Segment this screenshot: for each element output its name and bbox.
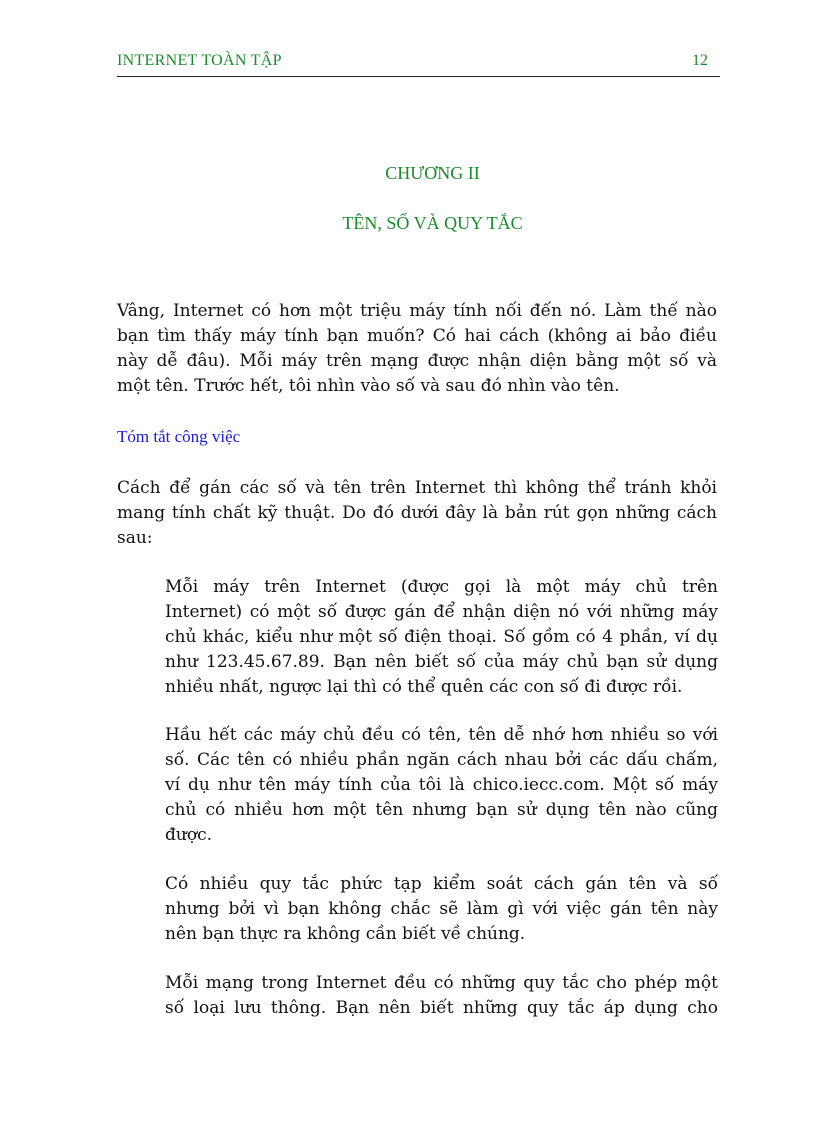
text-line: Mỗi máy trên Internet (được gọi là một máy chủ trên xyxy=(165,577,718,597)
point-paragraph-4 xyxy=(165,971,718,1021)
summary-paragraph xyxy=(117,476,717,551)
page-header xyxy=(117,52,720,77)
text-line: nên bạn thực ra không cần biết về chúng. xyxy=(165,924,526,944)
text-line: chủ khác, kiểu như một số điện thoại. Số gồm có 4 phần, ví dụ xyxy=(165,627,718,647)
point-paragraph-3 xyxy=(165,872,718,947)
text-line: nhiều nhất, ngược lại thì có thể quên các con số đi được rồi. xyxy=(165,677,683,697)
text-line: Hầu hết các máy chủ đều có tên, tên dễ nhớ hơn nhiều so với xyxy=(165,725,718,745)
running-title: INTERNET TOÀN TẬP xyxy=(117,52,282,69)
text-line: số loại lưu thông. Bạn nên biết những quy tắc áp dụng cho xyxy=(165,998,718,1018)
text-line: được. xyxy=(165,825,212,845)
text-line: như 123.45.67.89. Bạn nên biết số của máy chủ bạn sử dụng xyxy=(165,652,718,672)
text-line: bạn tìm thấy máy tính bạn muốn? Có hai cách (không ai bảo điều xyxy=(117,326,717,346)
section-heading: Tóm tắt công việc xyxy=(117,427,241,446)
text-line: mang tính chất kỹ thuật. Do đó dưới đây là bản rút gọn những cách xyxy=(117,503,717,523)
text-line: chủ có nhiều hơn một tên nhưng bạn sử dụng tên nào cũng xyxy=(165,800,718,820)
text-line: nhưng bởi vì bạn không chắc sẽ làm gì với việc gán tên này xyxy=(165,899,718,919)
point-paragraph-1 xyxy=(165,575,718,700)
text-line: Có nhiều quy tắc phức tạp kiểm soát cách gán tên và số xyxy=(165,874,718,894)
page-number: 12 xyxy=(692,52,708,69)
text-line: sau: xyxy=(117,528,153,548)
text-line: ví dụ như tên máy tính của tôi là chico.iecc.com. Một số máy xyxy=(165,775,718,795)
chapter-title: TÊN, SỐ VÀ QUY TẮC xyxy=(342,213,523,233)
text-line: Mỗi mạng trong Internet đều có những quy tắc cho phép một xyxy=(165,973,718,993)
text-line: Cách để gán các số và tên trên Internet thì không thể tránh khỏi xyxy=(117,478,717,498)
text-line: số. Các tên có nhiều phần ngăn cách nhau bởi các dấu chấm, xyxy=(165,750,718,770)
chapter-number: CHƯƠNG II xyxy=(385,163,480,183)
text-line: này dễ đâu). Mỗi máy trên mạng được nhận diện bằng một số và xyxy=(117,351,717,371)
text-line: Vâng, Internet có hơn một triệu máy tính nối đến nó. Làm thế nào xyxy=(117,301,717,321)
point-paragraph-2 xyxy=(165,723,718,848)
text-line: Internet) có một số được gán để nhận diện nó với những máy xyxy=(165,602,718,622)
intro-paragraph xyxy=(117,299,717,399)
text-line: một tên. Trước hết, tôi nhìn vào số và sau đó nhìn vào tên. xyxy=(117,376,620,396)
